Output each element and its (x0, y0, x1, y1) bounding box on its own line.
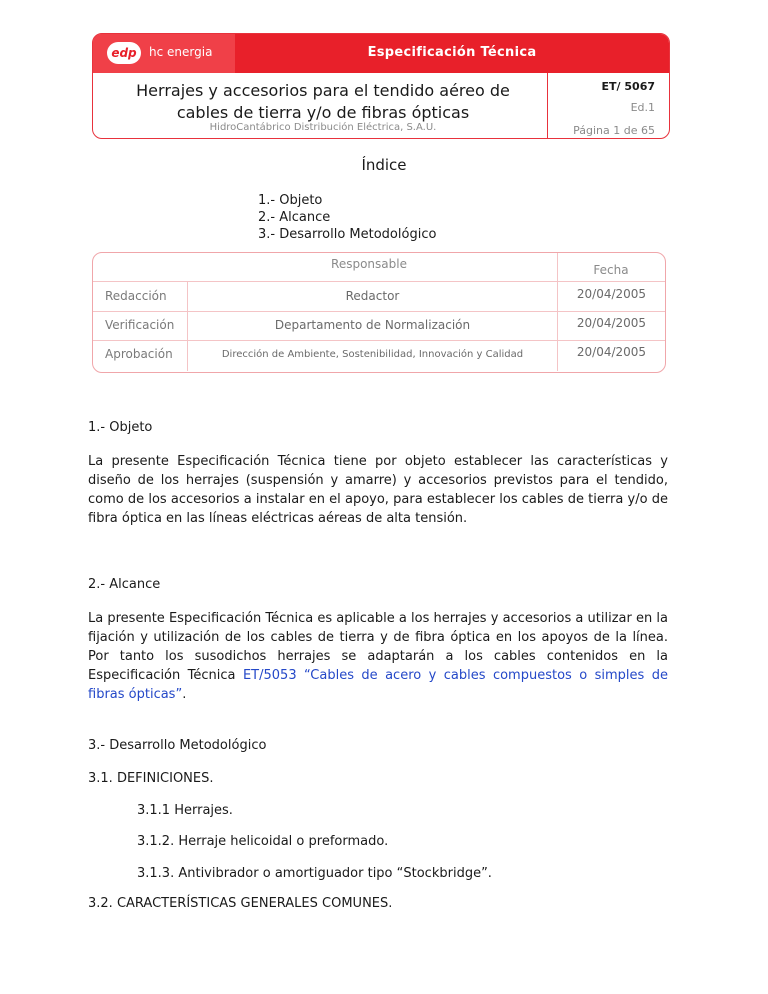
document-title-line1: Herrajes y accesorios para el tendido aéreo de (136, 81, 510, 100)
company-logo (93, 34, 235, 73)
responsible-cell: Dirección de Ambiente, Sostenibilidad, Innovación y Calidad (221, 349, 524, 360)
edition: Ed.1 (630, 101, 655, 114)
subsection-caracteristicas: 3.2. CARACTERÍSTICAS GENERALES COMUNES. (88, 896, 393, 911)
document-header (92, 33, 670, 139)
role-cell: Verificación (105, 318, 175, 332)
banner-title: Especificación Técnica (367, 45, 537, 60)
section-heading-objeto: 1.- Objeto (88, 420, 153, 435)
et5053-link[interactable]: ET/5053 “Cables de acero y cables compuestos o simples de fibras ópticas” (88, 668, 668, 702)
document-code: ET/ 5067 (601, 80, 655, 93)
table-rule (93, 281, 665, 282)
document-title (113, 80, 533, 124)
objeto-paragraph: La presente Especificación Técnica tiene por objeto establecer las características y diseño de los herrajes (suspensión y amarre) y accesorios previstos para el tendido, como de los accesorios a instalar en el apoyo, para establecer los cables de tierra y/o de fibra óptica en las líneas eléctricas aéreas de alta tensión. (88, 454, 668, 526)
role-cell: Redacción (105, 289, 167, 303)
subsection-item: 3.1.3. Antivibrador o amortiguador tipo “Stockbridge”. (137, 866, 492, 881)
alcance-end: . (182, 687, 187, 702)
index-item-desarrollo[interactable]: 3.- Desarrollo Metodológico (258, 227, 437, 242)
approval-table (92, 252, 666, 373)
responsible-cell: Redactor (345, 289, 400, 303)
edp-logo-icon: edp (107, 42, 141, 64)
index-item-objeto[interactable]: 1.- Objeto (258, 193, 323, 208)
page-number: Página 1 de 65 (573, 124, 655, 137)
date-cell: 20/04/2005 (576, 345, 647, 359)
subsection-definiciones: 3.1. DEFINICIONES. (88, 771, 214, 786)
header-divider (547, 73, 548, 138)
index-item-alcance[interactable]: 2.- Alcance (258, 210, 331, 225)
section-heading-alcance: 2.- Alcance (88, 577, 161, 592)
table-row (93, 283, 665, 311)
index-title: Índice (361, 156, 407, 174)
brand-name: hc energia (149, 45, 213, 59)
subsection-item: 3.1.1 Herrajes. (137, 803, 233, 818)
table-row (93, 312, 665, 340)
date-cell: 20/04/2005 (576, 316, 647, 330)
table-row (93, 341, 665, 369)
subsection-item: 3.1.2. Herraje helicoidal o preformado. (137, 834, 389, 849)
role-cell: Aprobación (105, 347, 173, 361)
responsible-cell: Departamento de Normalización (274, 318, 471, 332)
index-list (258, 192, 436, 243)
company-name: HidroCantábrico Distribución Eléctrica, S.A.U. (209, 122, 437, 133)
alcance-text: La presente Especificación Técnica es aplicable a los herrajes y accesorios a utilizar en la fijación y utilización de los cables de tierra y de fibra óptica en los apoyos de la línea. Por tanto los susodichos herrajes se adaptarán a los cables contenidos en la Especificación Técnica (88, 611, 668, 683)
header-responsible: Responsable (331, 257, 407, 271)
section-heading-desarrollo: 3.- Desarrollo Metodológico (88, 738, 267, 753)
header-date: Fecha (593, 263, 629, 277)
date-cell: 20/04/2005 (576, 287, 647, 301)
alcance-paragraph (88, 609, 668, 704)
document-title-line2: cables de tierra y/o de fibras ópticas (176, 103, 470, 122)
